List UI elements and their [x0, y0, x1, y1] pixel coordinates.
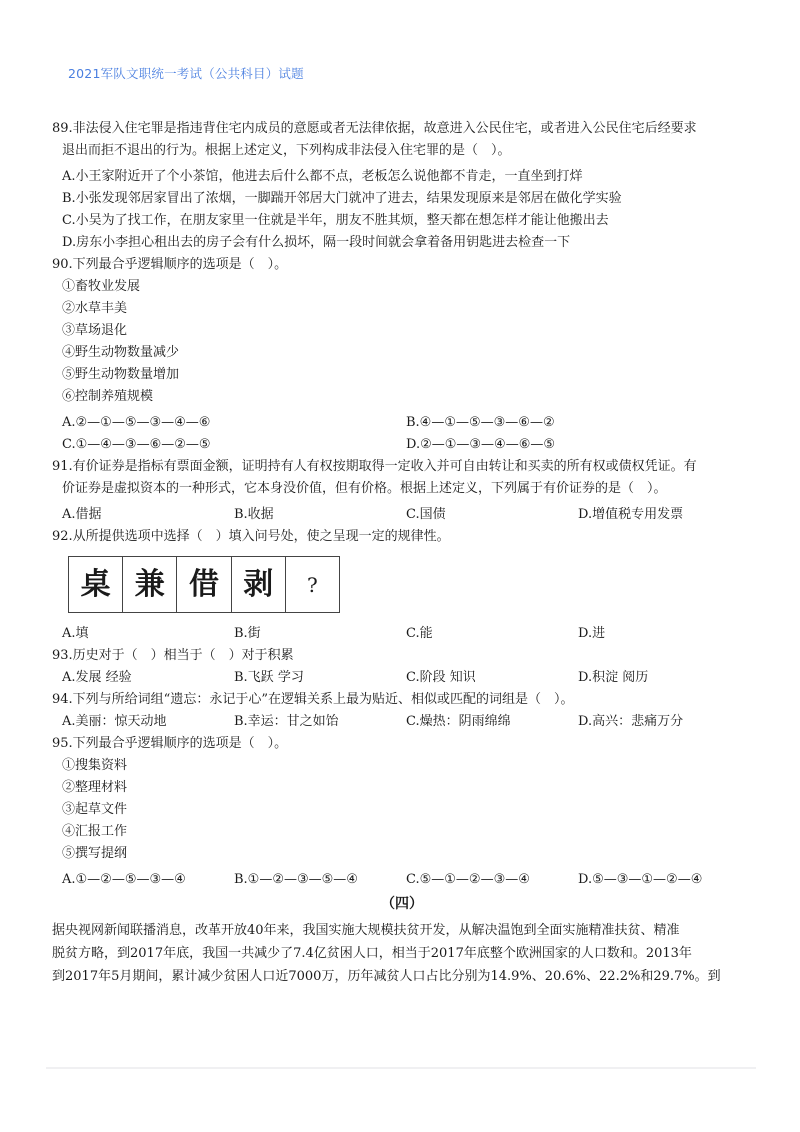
- option-b: B.飞跃 学习: [234, 670, 304, 685]
- figure-cell: 剥: [232, 557, 286, 612]
- passage-line: 据央视网新闻联播消息，改革开放40年来，我国实施大规模扶贫开发，从解决温饱到全面实施精准扶贫、精准: [52, 923, 680, 938]
- sequence-item: ⑥控制养殖规模: [62, 389, 154, 404]
- question-95: [52, 733, 752, 891]
- question-stem: 89.非法侵入住宅罪是指违背住宅内成员的意愿或者无法律依据，故意进入公民住宅，或者进入公民住宅后经要求: [52, 121, 697, 136]
- option-b: B.收据: [234, 507, 274, 522]
- question-stem: 95.下列最合乎逻辑顺序的选项是（ ）。: [52, 736, 288, 751]
- sequence-item: ②整理材料: [62, 780, 128, 795]
- option-b: B.街: [234, 626, 261, 641]
- question-stem-continued: 价证券是虚拟资本的一种形式，它本身没价值，但有价格。根据上述定义，下列属于有价证券的是（ ）。: [62, 481, 667, 496]
- options-row: [52, 869, 752, 891]
- figure-cell: 借: [177, 557, 231, 612]
- question-90: [52, 254, 752, 456]
- question-stem: 93.历史对于（ ）相当于（ ）对于积累: [52, 648, 294, 663]
- question-stem-continued: 退出而拒不退出的行为。根据上述定义，下列构成非法侵入住宅罪的是（ ）。: [62, 143, 511, 158]
- option-b: B.幸运：甘之如饴: [234, 714, 339, 729]
- option-d: D.②—①—③—④—⑥—⑤: [406, 437, 556, 452]
- question-stem: 91.有价证券是指标有票面金额，证明持有人有权按期取得一定收入并可自由转让和买卖的所有权或债权凭证。有: [52, 459, 697, 474]
- passage-line: 脱贫方略，到2017年底，我国一共减少了7.4亿贫困人口，相当于2017年底整个欧洲国家的人口数和。2013年: [52, 946, 692, 961]
- options-row: [52, 711, 752, 733]
- exam-content: [52, 118, 752, 988]
- option-a: A.填: [62, 626, 89, 641]
- option-a: A.美丽：惊天动地: [62, 714, 167, 729]
- options-row: [52, 623, 752, 645]
- section-heading: （四）: [381, 896, 423, 912]
- figure-cell-question-mark: ?: [307, 572, 318, 597]
- question-stem: 94.下列与所给词组“遗忘：永记于心”在逻辑关系上最为贴近、相似或匹配的词组是（ ）。: [52, 692, 574, 707]
- sequence-item: ①搜集资料: [62, 758, 128, 773]
- option-b: B.④—①—⑤—③—⑥—②: [406, 415, 555, 430]
- passage-line: 到2017年5月期间，累计减少贫困人口近7000万，历年减贫人口占比分别为14.9%、20.6%、22.2%和29.7%。到: [52, 969, 721, 984]
- sequence-item: ⑤野生动物数量增加: [62, 367, 180, 382]
- option-c: C.能: [406, 626, 433, 641]
- reading-passage: [52, 919, 752, 988]
- question-89: [52, 118, 752, 254]
- option-c: C.燥热：阴雨绵绵: [406, 714, 511, 729]
- character-figure: [68, 556, 340, 613]
- document-header-title: 2021军队文职统一考试（公共科目）试题: [68, 66, 304, 81]
- option-a: A.发展 经验: [62, 670, 132, 685]
- question-91: [52, 456, 752, 526]
- option-b: B.小张发现邻居家冒出了浓烟，一脚踹开邻居大门就冲了进去，结果发现原来是邻居在做化学实验: [62, 191, 622, 206]
- option-c: C.①—④—③—⑥—②—⑤: [62, 437, 211, 452]
- option-d: D.⑤—③—①—②—④: [578, 872, 703, 887]
- options-row: [52, 412, 752, 434]
- option-d: D.房东小李担心租出去的房子会有什么损坏，隔一段时间就会拿着备用钥匙进去检查一下: [62, 235, 571, 250]
- question-stem: 90.下列最合乎逻辑顺序的选项是（ ）。: [52, 257, 288, 272]
- option-b: B.①—②—③—⑤—④: [234, 872, 358, 887]
- option-c: C.阶段 知识: [406, 670, 476, 685]
- figure-cell: 兼: [123, 557, 177, 612]
- sequence-item: ④野生动物数量减少: [62, 345, 180, 360]
- option-d: D.进: [578, 626, 606, 641]
- options-row: [52, 434, 752, 456]
- sequence-item: ⑤撰写提纲: [62, 846, 128, 861]
- option-a: A.借据: [62, 507, 102, 522]
- option-c: C.⑤—①—②—③—④: [406, 872, 530, 887]
- question-94: [52, 689, 752, 733]
- option-a: A.②—①—⑤—③—④—⑥: [62, 415, 211, 430]
- options-row: [52, 504, 752, 526]
- question-93: [52, 645, 752, 689]
- option-d: D.高兴：悲痛万分: [578, 714, 684, 729]
- question-92: [52, 526, 752, 645]
- option-d: D.积淀 阅历: [578, 670, 649, 685]
- option-c: C.小吴为了找工作，在朋友家里一住就是半年，朋友不胜其烦，整天都在想怎样才能让他搬出去: [62, 213, 609, 228]
- options-row: [52, 667, 752, 689]
- option-d: D.增值税专用发票: [578, 507, 684, 522]
- page-divider: [46, 1067, 756, 1069]
- option-c: C.国债: [406, 507, 446, 522]
- sequence-item: ①畜牧业发展: [62, 279, 141, 294]
- question-stem: 92.从所提供选项中选择（ ）填入问号处，使之呈现一定的规律性。: [52, 529, 450, 544]
- sequence-item: ②水草丰美: [62, 301, 128, 316]
- option-a: A.①—②—⑤—③—④: [62, 872, 186, 887]
- sequence-item: ③草场退化: [62, 323, 128, 338]
- figure-cell: 桌: [69, 557, 123, 612]
- sequence-item: ④汇报工作: [62, 824, 128, 839]
- option-a: A.小王家附近开了个小茶馆，他进去后什么都不点，老板怎么说他都不肯走，一直坐到打烊: [62, 169, 583, 184]
- sequence-item: ③起草文件: [62, 802, 128, 817]
